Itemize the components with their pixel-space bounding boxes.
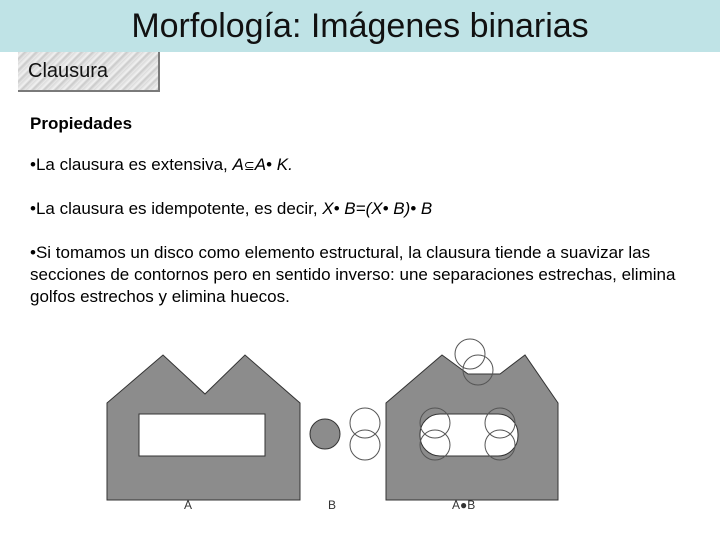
slide-subtitle: Clausura [28,60,109,82]
sweep-circle [455,339,485,369]
subtitle-box [18,52,160,92]
bullet-idempotent-text: •La clausura es idempotente, es decir, [30,199,323,218]
closing-illustration [0,330,720,540]
label-ab: A●B [452,498,476,512]
formula-a: A [232,155,244,174]
bullet-extensive-text: •La clausura es extensiva, [30,155,233,174]
subset-symbol: ⊆ [243,158,255,173]
disk-b [310,419,340,449]
slide-title: Morfología: Imágenes binarias [131,7,589,45]
shape-closed-hole [420,414,518,456]
bullet-disk: •Si tomamos un disco como elemento estructural, la clausura tiende a suavizar las secciones de contornos pero en sentido inverso: une separaciones estrechas, elimina golfos estrechos y elimina huecos. [30,243,676,306]
label-b: B [328,498,337,512]
shape-a-hole [139,414,265,456]
bullet-idempotent [30,198,432,220]
idempotent-formula: X• B=(X• B)• B [322,199,433,218]
properties-heading: Propiedades [30,114,133,133]
bullet-extensive [30,154,293,177]
title-bar [0,0,720,52]
closing-dot: • [266,155,273,174]
formula-c: K. [272,155,293,174]
formula-b: A [254,155,267,174]
disk-b-outline-2 [350,430,380,460]
label-a: A [184,498,193,512]
disk-b-outline-1 [350,408,380,438]
